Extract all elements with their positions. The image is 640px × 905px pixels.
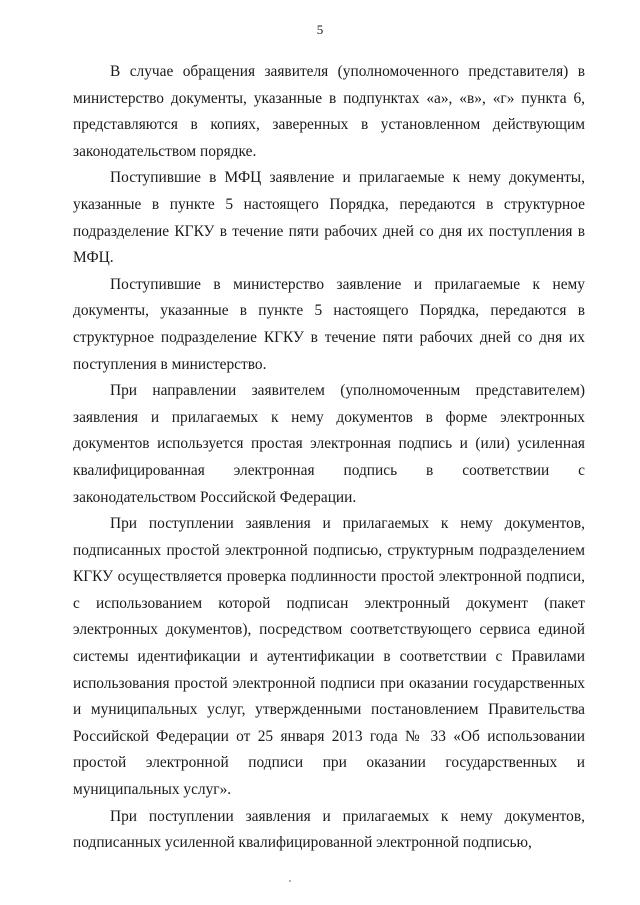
scan-speck <box>289 880 291 882</box>
document-body <box>73 59 585 857</box>
paragraph-simple-signature-check: При поступлении заявления и прилагаемых к нему документов, подписанных простой электронной подписью, структурным подразделением КГКУ осуществляется проверка подлинности простой электронной подписи, с использованием которой подписан электронный документ (пакет электронных документов), посредством соответствующего сервиса единой системы идентификации и аутентификации в соответствии с Правилами использования простой электронной подписи при оказании государственных и муниципальных услуг, утвержденными постановлением Правительства Российской Федерации от 25 января 2013 года № 33 «Об использовании простой электронной подписи при оказании государственных и муниципальных услуг». <box>73 515 585 799</box>
paragraph-mfc-transfer: Поступившие в МФЦ заявление и прилагаемые к нему документы, указанные в пункте 5 настоящего Порядка, передаются в структурное подразделение КГКУ в течение пяти рабочих дней со дня их поступления в МФЦ. <box>73 169 585 267</box>
paragraph-qualified-signature: При поступлении заявления и прилагаемых к нему документов, подписанных усиленной квалифицированной электронной подписью, <box>73 807 585 852</box>
paragraph-copies-requirement: В случае обращения заявителя (уполномоченного представителя) в министерство документы, указанные в подпунктах «а», «в», «г» пункта 6, представляются в копиях, заверенных в установленном действующим законодательством порядке. <box>73 63 585 160</box>
paragraph-ministry-transfer: Поступившие в министерство заявление и прилагаемые к нему документы, указанные в пункте 5 настоящего Порядка, передаются в структурное подразделение КГКУ в течение пяти рабочих дней со дня их поступления в министерство. <box>73 275 585 373</box>
page-number: 5 <box>316 22 324 37</box>
paragraph-electronic-signature: При направлении заявителем (уполномоченным представителем) заявления и прилагаемых к нему документов в форме электронных документов используется простая электронная подпись и (или) усиленная квалифицированная электронная подпись в соответствии с законодательством Российской Федерации. <box>73 382 585 506</box>
